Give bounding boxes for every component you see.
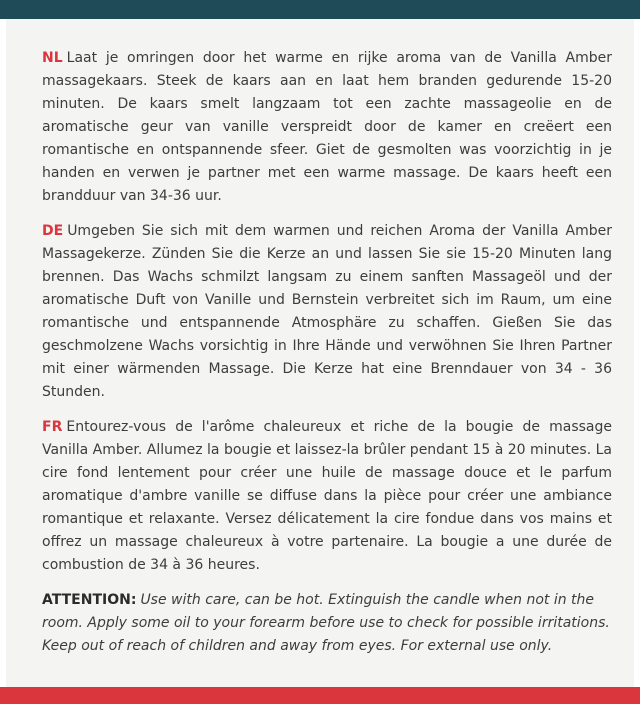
text-panel [6, 19, 634, 687]
section-de-text: Umgeben Sie sich mit dem warmen und reichen Aroma der Vanilla Amber Massagekerze. Zünden Sie die Kerze an und lassen Sie sie 15-20 Minuten lang brennen. Das Wachs schmilzt langsam zu einem sanften Massageöl und der aromatische Duft von Vanille und Bernstein verbreitet sich im Raum, um eine romantische und entspannende Atmosphäre zu schaffen. Gießen Sie das geschmolzene Wachs vorsichtig in Ihre Hände und verwöhnen Sie Ihren Partner mit einer wärmenden Massage. Die Kerze hat eine Brenndauer von 34 - 36 Stunden. [42, 223, 612, 400]
attention-text: Use with care, can be hot. Extinguish the candle when not in the room. Apply some oil to your forearm before use to check for possible irritations. Keep out of reach of children and away from eyes. For external use only. [42, 592, 610, 654]
section-fr-text: Entourez-vous de l'arôme chaleureux et riche de la bougie de massage Vanilla Amber. Allumez la bougie et laissez-la brûler pendant 15 à 20 minutes. La cire fond lentement pour créer une huile de massage douce et le parfum aromatique d'ambre vanille se diffuse dans la pièce pour créer une ambiance romantique et relaxante. Versez délicatement la cire fondue dans vos mains et offrez un massage chaleureux à votre partenaire. La bougie a une durée de combustion de 34 à 36 heures. [42, 419, 612, 573]
language-code-nl: NL [42, 50, 63, 66]
section-de [42, 220, 612, 404]
instructions-content [42, 47, 612, 658]
bottom-accent-band [0, 687, 640, 704]
section-nl-text: Laat je omringen door het warme en rijke aroma van de Vanilla Amber massagekaars. Steek de kaars aan en laat hem branden gedurende 15-20 minuten. De kaars smelt langzaam tot een zachte massageolie en de aromatische geur van vanille verspreidt door de kamer en creëert een romantische en ontspannende sfeer. Giet de gesmolten was voorzichtig in je handen en verwen je partner met een warme massage. De kaars heeft een brandduur van 34-36 uur. [42, 50, 612, 204]
section-fr [42, 416, 612, 577]
top-color-band [0, 0, 640, 19]
language-code-fr: FR [42, 419, 63, 435]
attention-warning [42, 589, 612, 658]
language-code-de: DE [42, 223, 64, 239]
section-nl [42, 47, 612, 208]
bottom-margin [0, 704, 640, 720]
attention-label: ATTENTION: [42, 592, 137, 608]
